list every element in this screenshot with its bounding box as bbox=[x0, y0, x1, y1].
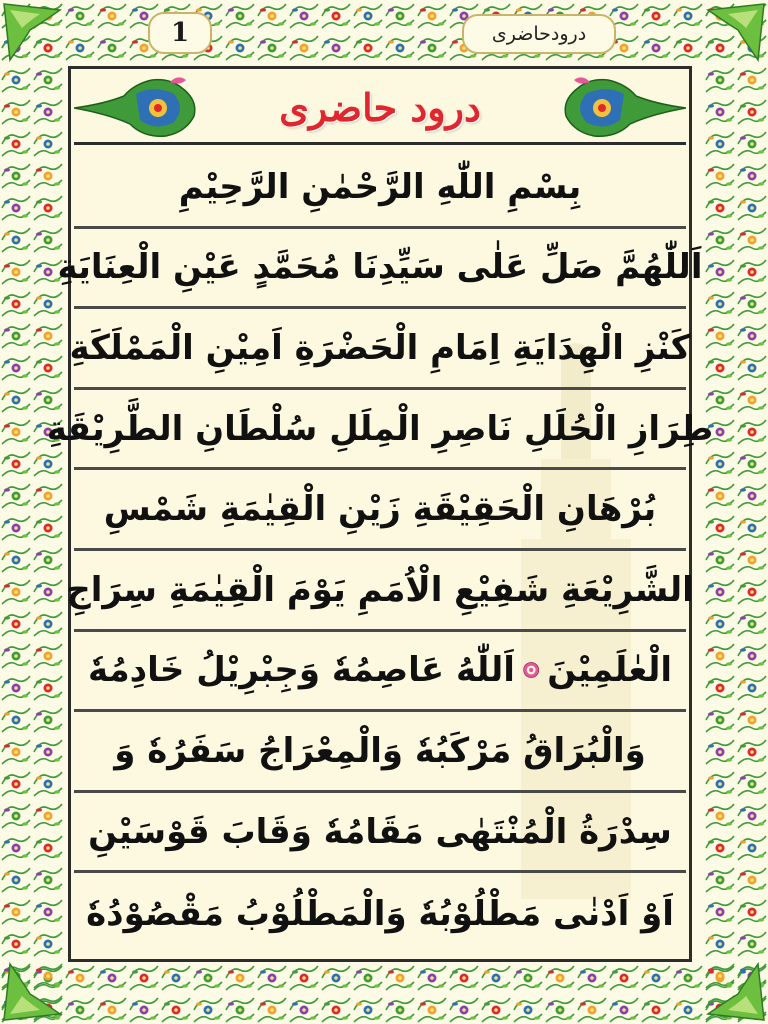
title-band bbox=[74, 72, 686, 145]
floral-border-tile bbox=[32, 512, 64, 544]
verse-line-10 bbox=[74, 873, 686, 954]
floral-border-tile bbox=[224, 994, 256, 1024]
floral-border-tile bbox=[256, 994, 288, 1024]
floral-border-tile bbox=[704, 224, 736, 256]
verse-text: اَللّٰهُ عَاصِمُهٗ وَجِبْرِيْلُ خَادِمُهٗ bbox=[88, 650, 515, 691]
floral-border-tile bbox=[736, 480, 768, 512]
floral-border-tile bbox=[128, 962, 160, 994]
floral-border-tile bbox=[384, 0, 416, 32]
floral-border-tile bbox=[736, 352, 768, 384]
floral-border-tile bbox=[32, 352, 64, 384]
floral-border-tile bbox=[736, 768, 768, 800]
floral-border-tile bbox=[0, 640, 32, 672]
floral-ornament-icon bbox=[74, 74, 204, 142]
floral-border-tile bbox=[192, 994, 224, 1024]
floral-border-tile bbox=[736, 192, 768, 224]
floral-border-tile bbox=[704, 320, 736, 352]
floral-border-tile bbox=[704, 800, 736, 832]
floral-border-tile bbox=[0, 416, 32, 448]
floral-border-tile bbox=[736, 320, 768, 352]
floral-border-tile bbox=[32, 800, 64, 832]
verse-text: وَالْبُرَاقُ مَرْكَبُهٗ وَالْمِعْرَاجُ سَفَرُهٗ وَ bbox=[114, 730, 646, 771]
floral-border-tile bbox=[0, 288, 32, 320]
floral-border-tile bbox=[384, 32, 416, 62]
floral-ornament-icon bbox=[556, 74, 686, 142]
floral-border-tile bbox=[736, 96, 768, 128]
floral-border-tile bbox=[736, 416, 768, 448]
floral-border-tile bbox=[704, 352, 736, 384]
floral-border-tile bbox=[288, 32, 320, 62]
floral-border-tile bbox=[32, 96, 64, 128]
floral-border-tile bbox=[448, 994, 480, 1024]
verse-text: سِدْرَةُ الْمُنْتَهٰى مَقَامُهٗ وَقَابَ قَوْسَيْنِ bbox=[88, 811, 672, 852]
corner-ornament-icon bbox=[0, 0, 70, 70]
floral-border-tile bbox=[0, 512, 32, 544]
floral-border-tile bbox=[736, 544, 768, 576]
floral-border-tile bbox=[192, 962, 224, 994]
floral-border-tile bbox=[704, 704, 736, 736]
floral-border-tile bbox=[96, 0, 128, 32]
floral-border-tile bbox=[704, 864, 736, 896]
floral-border-tile bbox=[32, 192, 64, 224]
floral-border-tile bbox=[512, 994, 544, 1024]
verse-text: طِرَازِ الْحُلَلِ نَاصِرِ الْمِلَلِ سُلْطَانِ الطَّرِيْقَةِ bbox=[46, 408, 714, 449]
floral-border-tile bbox=[320, 32, 352, 62]
page-number: 1 bbox=[148, 12, 212, 54]
verse-line-3 bbox=[69, 309, 691, 390]
floral-border-tile bbox=[320, 994, 352, 1024]
floral-border-tile bbox=[32, 288, 64, 320]
floral-border-tile bbox=[0, 480, 32, 512]
floral-border-tile bbox=[736, 672, 768, 704]
verse-text: اَوْ اَدْنٰى مَطْلُوْبُهٗ وَالْمَطْلُوْبُ مَقْصُوْدُهٗ bbox=[86, 893, 674, 934]
floral-border-tile bbox=[416, 0, 448, 32]
floral-border-tile bbox=[640, 32, 672, 62]
floral-border-tile bbox=[352, 994, 384, 1024]
verse-line-2 bbox=[57, 229, 703, 310]
floral-border-tile bbox=[32, 640, 64, 672]
floral-border-tile bbox=[704, 576, 736, 608]
floral-border-tile bbox=[320, 962, 352, 994]
floral-border-tile bbox=[608, 962, 640, 994]
floral-border-tile bbox=[0, 864, 32, 896]
floral-border-tile bbox=[32, 160, 64, 192]
floral-border-tile bbox=[736, 160, 768, 192]
verse-text: بُرْهَانِ الْحَقِيْقَةِ زَيْنِ الْقِيٰمَةِ شَمْسِ bbox=[103, 489, 657, 530]
floral-border-tile bbox=[288, 994, 320, 1024]
verse-line-8 bbox=[74, 712, 686, 793]
floral-border-tile bbox=[736, 576, 768, 608]
floral-border-tile bbox=[32, 832, 64, 864]
running-head: درودحاضری bbox=[462, 14, 616, 54]
floral-border-tile bbox=[352, 962, 384, 994]
floral-border-tile bbox=[32, 128, 64, 160]
floral-border-tile bbox=[96, 994, 128, 1024]
floral-border-tile bbox=[128, 994, 160, 1024]
floral-border-tile bbox=[160, 962, 192, 994]
floral-border-tile bbox=[704, 512, 736, 544]
floral-border-tile bbox=[0, 896, 32, 928]
floral-border-tile bbox=[224, 0, 256, 32]
floral-border-tile bbox=[704, 768, 736, 800]
floral-border-tile bbox=[0, 768, 32, 800]
floral-border-tile bbox=[704, 128, 736, 160]
floral-border-tile bbox=[256, 32, 288, 62]
floral-border-tile bbox=[0, 544, 32, 576]
floral-border-tile bbox=[0, 704, 32, 736]
floral-border-tile bbox=[0, 320, 32, 352]
floral-border-tile bbox=[96, 962, 128, 994]
floral-border-tile bbox=[480, 962, 512, 994]
floral-border-tile bbox=[32, 672, 64, 704]
floral-border-tile bbox=[32, 576, 64, 608]
verse-line-7 bbox=[74, 632, 686, 713]
floral-border-tile bbox=[0, 352, 32, 384]
floral-border-tile bbox=[736, 832, 768, 864]
floral-border-tile bbox=[704, 608, 736, 640]
floral-border-tile bbox=[640, 994, 672, 1024]
floral-border-tile bbox=[0, 160, 32, 192]
floral-border-tile bbox=[160, 994, 192, 1024]
floral-border-tile bbox=[416, 32, 448, 62]
floral-border-tile bbox=[704, 160, 736, 192]
floral-border-tile bbox=[0, 96, 32, 128]
floral-border-tile bbox=[704, 256, 736, 288]
floral-border-tile bbox=[736, 864, 768, 896]
floral-border-tile bbox=[32, 768, 64, 800]
floral-border-tile bbox=[32, 896, 64, 928]
floral-border-tile bbox=[416, 962, 448, 994]
floral-border-bottom bbox=[0, 962, 768, 1024]
floral-border-tile bbox=[384, 962, 416, 994]
floral-border-tile bbox=[736, 608, 768, 640]
floral-border-tile bbox=[736, 704, 768, 736]
floral-border-tile bbox=[288, 0, 320, 32]
floral-border-tile bbox=[320, 0, 352, 32]
floral-border-tile bbox=[704, 288, 736, 320]
verse-text: بِسْمِ اللّٰهِ الرَّحْمٰنِ الرَّحِيْمِ bbox=[178, 166, 582, 207]
floral-border-tile bbox=[640, 962, 672, 994]
floral-border-tile bbox=[736, 512, 768, 544]
floral-border-tile bbox=[608, 994, 640, 1024]
verse-line-5 bbox=[74, 470, 686, 551]
floral-border-tile bbox=[0, 832, 32, 864]
verse-text: كَنْزِ الْهِدَايَةِ اِمَامِ الْحَضْرَةِ اَمِيْنِ الْمَمْلَكَةِ bbox=[69, 327, 691, 368]
floral-border-tile bbox=[704, 640, 736, 672]
floral-border-tile bbox=[736, 448, 768, 480]
floral-border-tile bbox=[32, 448, 64, 480]
floral-border-tile bbox=[0, 128, 32, 160]
floral-border-right bbox=[704, 0, 768, 1024]
floral-border-tile bbox=[32, 608, 64, 640]
floral-border-tile bbox=[0, 576, 32, 608]
floral-border-tile bbox=[0, 224, 32, 256]
verse-text: الشَّرِيْعَةِ شَفِيْعِ الْاُمَمِ يَوْمَ الْقِيٰمَةِ سِرَاجِ bbox=[66, 569, 694, 610]
verse-text: الْعٰلَمِيْنَ bbox=[547, 650, 672, 691]
floral-border-tile bbox=[0, 448, 32, 480]
floral-border-tile bbox=[736, 896, 768, 928]
corner-ornament-icon bbox=[698, 954, 768, 1024]
floral-border-tile bbox=[736, 224, 768, 256]
floral-border-tile bbox=[352, 32, 384, 62]
corner-ornament-icon bbox=[0, 954, 70, 1024]
floral-border-tile bbox=[704, 480, 736, 512]
floral-border-tile bbox=[96, 32, 128, 62]
floral-border-tile bbox=[704, 896, 736, 928]
verse-lines bbox=[46, 148, 714, 954]
floral-border-tile bbox=[288, 962, 320, 994]
verse-line-1 bbox=[74, 148, 686, 229]
floral-border-tile bbox=[576, 994, 608, 1024]
floral-border-tile bbox=[544, 994, 576, 1024]
floral-border-tile bbox=[704, 672, 736, 704]
floral-border-tile bbox=[736, 800, 768, 832]
floral-border-tile bbox=[32, 320, 64, 352]
floral-border-tile bbox=[384, 994, 416, 1024]
floral-border-tile bbox=[704, 832, 736, 864]
floral-border-tile bbox=[736, 384, 768, 416]
floral-border-tile bbox=[32, 704, 64, 736]
floral-border-tile bbox=[0, 736, 32, 768]
floral-border-tile bbox=[736, 640, 768, 672]
verse-line-4 bbox=[46, 390, 714, 471]
floral-border-tile bbox=[480, 994, 512, 1024]
floral-border-tile bbox=[736, 736, 768, 768]
verse-text: اَللّٰهُمَّ صَلِّ عَلٰی سَيِّدِنَا مُحَمَّدٍ عَيْنِ الْعِنَايَةِ bbox=[57, 247, 703, 288]
floral-border-left bbox=[0, 0, 64, 1024]
floral-border-tile bbox=[32, 736, 64, 768]
floral-border-tile bbox=[32, 864, 64, 896]
floral-border-tile bbox=[576, 962, 608, 994]
floral-border-tile bbox=[0, 256, 32, 288]
page-title: درود حاضری bbox=[279, 84, 481, 130]
floral-border-tile bbox=[448, 962, 480, 994]
floral-border-tile bbox=[0, 608, 32, 640]
floral-border-tile bbox=[736, 288, 768, 320]
floral-border-tile bbox=[0, 384, 32, 416]
floral-border-tile bbox=[224, 32, 256, 62]
floral-border-tile bbox=[416, 994, 448, 1024]
floral-border-tile bbox=[704, 448, 736, 480]
floral-border-tile bbox=[256, 962, 288, 994]
floral-border-tile bbox=[0, 800, 32, 832]
floral-border-tile bbox=[0, 192, 32, 224]
floral-border-tile bbox=[704, 192, 736, 224]
corner-ornament-icon bbox=[698, 0, 768, 70]
salawat-seal-icon bbox=[523, 657, 539, 683]
floral-border-tile bbox=[704, 96, 736, 128]
verse-line-6 bbox=[66, 551, 694, 632]
floral-border-tile bbox=[32, 544, 64, 576]
floral-border-tile bbox=[736, 128, 768, 160]
floral-border-tile bbox=[32, 480, 64, 512]
floral-border-tile bbox=[544, 962, 576, 994]
floral-border-tile bbox=[736, 256, 768, 288]
floral-border-top bbox=[0, 0, 768, 62]
floral-border-tile bbox=[640, 0, 672, 32]
floral-border-tile bbox=[704, 736, 736, 768]
floral-border-tile bbox=[512, 962, 544, 994]
floral-border-tile bbox=[352, 0, 384, 32]
verse-line-9 bbox=[74, 793, 686, 874]
floral-border-tile bbox=[704, 544, 736, 576]
floral-border-tile bbox=[224, 962, 256, 994]
floral-border-tile bbox=[0, 672, 32, 704]
floral-border-tile bbox=[256, 0, 288, 32]
